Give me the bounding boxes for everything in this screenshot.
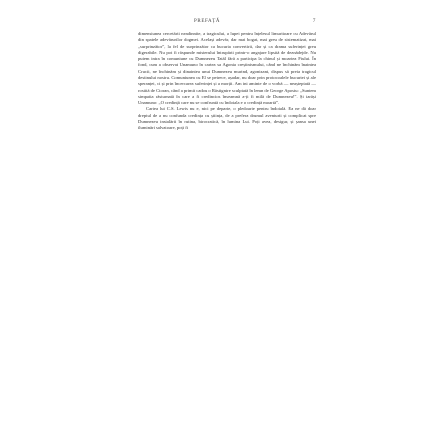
body-text	[138, 31, 316, 431]
running-title: PREFAȚĂ	[194, 19, 221, 24]
paragraph: Cartea lui C.S. Lewis nu e, nici pe departe, o pledoarie pentru îndoială. Ea ne dă doar dreptul de a nu confunda credința cu știința, de a prefera drumul aventurii și complicat spre Dumnezeu instalării în rutina, birocratică, în lumina Lui. Poți avea, desigur, și șansa unei iluminări salvatoare, poți fi	[138, 106, 316, 131]
page-number: 7	[312, 19, 316, 24]
running-head	[138, 17, 316, 27]
paragraph: dimensiunea cercetării neadinnite, a tragicului, a lupei pentru înțelesul limuritoare cu Adevărul din spatele adevărurilor dogmei. Același adevăr, dar mai bogat, mai greu de sistematizat, mai „surprinzător”, la fel de surprinzător ca bucuria convertirii, dar și ca drama suferinței greu digerabile. Nu pot fi răspunde misterului întrupării printr-o angajare lipsită de deznădejde. Nu putem intra în comuniune cu Dumnezeu Tatăl fără a participa la chinul și moartea Fiului. În fond, cum a observat Unamuno în cartea sa Agonia creștinismului, când ne închinăm înaintea Crucii, ne închinăm și dinaintea unui Dumnezeu murind, agonizant, dispus să preia tragicul destinului nostru. Comuniunea cu El se petrece, așadar, nu doar prin protocoalele bucuriei și ale speranței, ci și prin încercarea suferinței și a morții. Am ini aminte de o vorbă — neașteptată — rostită de Cioran, când a primit cadou o Răstignire sculptată în lemn de George Apostu: „Suntem simpatia răsturnată în care a fi credincios înseamnă a-ți fi milă de Dumnezeu!”. Și iarăși Unamuno: „O credință care nu se confruntă cu îndoiala e o credință moartă”.	[138, 31, 316, 106]
